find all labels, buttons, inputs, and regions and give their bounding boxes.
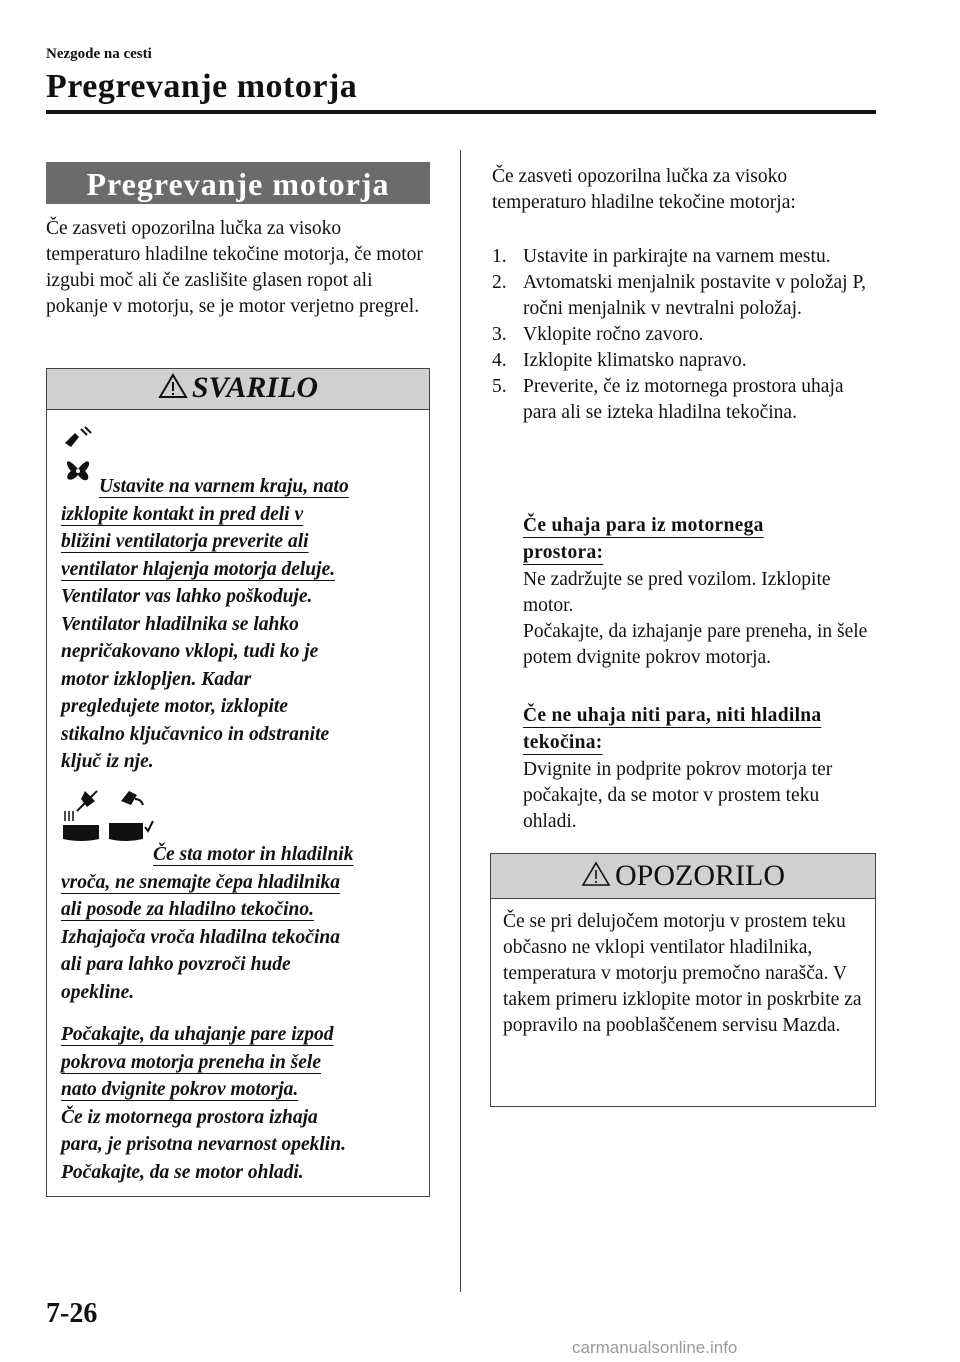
warning-line: Izhajajoča vroča hladilna tekočina — [61, 926, 340, 948]
warning-title: SVARILO — [191, 371, 319, 404]
column-divider — [460, 150, 461, 1292]
subheading-line: prostora: — [523, 542, 604, 563]
warning-line: ventilator hlajenja motorja deluje. — [61, 558, 336, 580]
warning-line: Ventilator vas lahko poškoduje. — [61, 586, 313, 607]
step-number: 2. — [492, 272, 507, 293]
step-number: 3. — [492, 324, 507, 345]
warning-line: izklopite kontakt in pred deli v — [61, 503, 304, 525]
warning-line: ali para lahko povzroči hude — [61, 954, 291, 975]
caution-title: OPOZORILO — [615, 859, 785, 892]
warning-paragraph-3 — [61, 1021, 413, 1186]
warning-line: ključ iz nje. — [61, 751, 154, 772]
subheading-line: Če ne uhaja niti para, niti hladilna — [523, 705, 822, 726]
step-text: Vklopite ročno zavoro. — [523, 324, 704, 345]
steam-text-1: Ne zadržujte se pred vozilom. Izklopite motor. — [523, 569, 831, 616]
warning-line: stikalno ključavnico in odstranite — [61, 723, 330, 745]
warning-line: nepričakovano vklopi, tudi ko je — [61, 641, 319, 662]
header-rule — [46, 110, 876, 114]
warning-line: motor izklopljen. Kadar — [61, 668, 252, 690]
warning-box — [46, 368, 430, 1197]
steam-text-2: Počakajte, da izhajanje pare preneha, in šele potem dvignite pokrov motorja. — [523, 621, 868, 668]
intro-paragraph: Če zasveti opozorilna lučka za visoko temperaturo hladilne tekočine motorja, če motor izgubi moč ali če zaslišite glasen ropot ali pokanje v motorju, se je motor verjetno pregrel. — [46, 218, 423, 317]
caution-header — [491, 854, 875, 899]
caution-text: Če se pri delujočem motorju v prostem teku občasno ne vklopi ventilator hladilnika, temperatura v motorju premočno narašča. V takem primeru izklopite motor in poskrbite za popravilo na pooblaščenem servisu Mazda. — [503, 911, 862, 1036]
step-number: 1. — [492, 246, 507, 267]
warning-line: pokrova motorja preneha in šele — [61, 1051, 322, 1073]
warning-line: Počakajte, da uhajanje pare izpod — [61, 1024, 334, 1045]
step-number: 5. — [492, 376, 507, 397]
step-text: Avtomatski menjalnik postavite v položaj P, ročni menjalnik v nevtralni položaj. — [523, 272, 867, 319]
right-intro: Če zasveti opozorilna lučka za visoko temperaturo hladilne tekočine motorja: — [492, 166, 796, 213]
section-banner: Pregrevanje motorja — [46, 162, 430, 204]
warning-triangle-icon — [158, 371, 188, 409]
warning-line: Če iz motornega prostora izhaja — [61, 1106, 318, 1128]
page-title: Pregrevanje motorja — [46, 68, 358, 105]
step-number: 4. — [492, 350, 507, 371]
section-label: Nezgode na cesti — [46, 46, 152, 62]
step-item — [492, 322, 876, 348]
watermark: carmanualsonline.info — [572, 1338, 738, 1357]
warning-triangle-icon — [581, 856, 611, 900]
warning-line: Ustavite na varnem kraju, nato — [99, 476, 349, 497]
radiator-cap-icon — [61, 789, 101, 846]
subheading-line: Če uhaja para iz motornega — [523, 515, 764, 536]
coolant-reservoir-icon — [107, 789, 155, 846]
steam-instructions — [523, 567, 875, 671]
no-steam-instructions: Dvignite in podprite pokrov motorja ter počakajte, da se motor v prostem teku ohladi. — [523, 759, 833, 832]
step-text: Izklopite klimatsko napravo. — [523, 350, 747, 371]
warning-line: Če sta motor in hladilnik — [153, 844, 354, 865]
step-item — [492, 348, 876, 374]
warning-line: para, je prisotna nevarnost opeklin. — [61, 1134, 346, 1155]
warning-line: opekline. — [61, 981, 135, 1003]
step-text: Ustavite in parkirajte na varnem mestu. — [523, 246, 831, 267]
caution-box — [490, 853, 876, 1107]
warning-header — [47, 369, 429, 410]
warning-line: ali posode za hladilno tekočino. — [61, 899, 314, 920]
subheading-steam — [523, 512, 873, 566]
warning-line: Počakajte, da se motor ohladi. — [61, 1161, 304, 1183]
subheading-line: tekočina: — [523, 732, 603, 753]
page-number: 7-26 — [46, 1298, 98, 1329]
warning-paragraph-1 — [61, 473, 413, 776]
step-item — [492, 270, 876, 322]
steps-list — [492, 244, 876, 426]
warning-paragraph-2 — [61, 841, 413, 1006]
step-item — [492, 374, 876, 426]
warning-line: Ventilator hladilnika se lahko — [61, 613, 299, 635]
warning-line: bližini ventilatorja preverite ali — [61, 531, 309, 552]
warning-line: vroča, ne snemajte čepa hladilnika — [61, 871, 340, 893]
subheading-no-steam — [523, 702, 873, 756]
warning-line: pregledujete motor, izklopite — [61, 696, 288, 717]
step-text: Preverite, če iz motornega prostora uhaja para ali se izteka hladilna tekočina. — [523, 376, 844, 423]
warning-line: nato dvignite pokrov motorja. — [61, 1079, 299, 1100]
step-item — [492, 244, 876, 270]
